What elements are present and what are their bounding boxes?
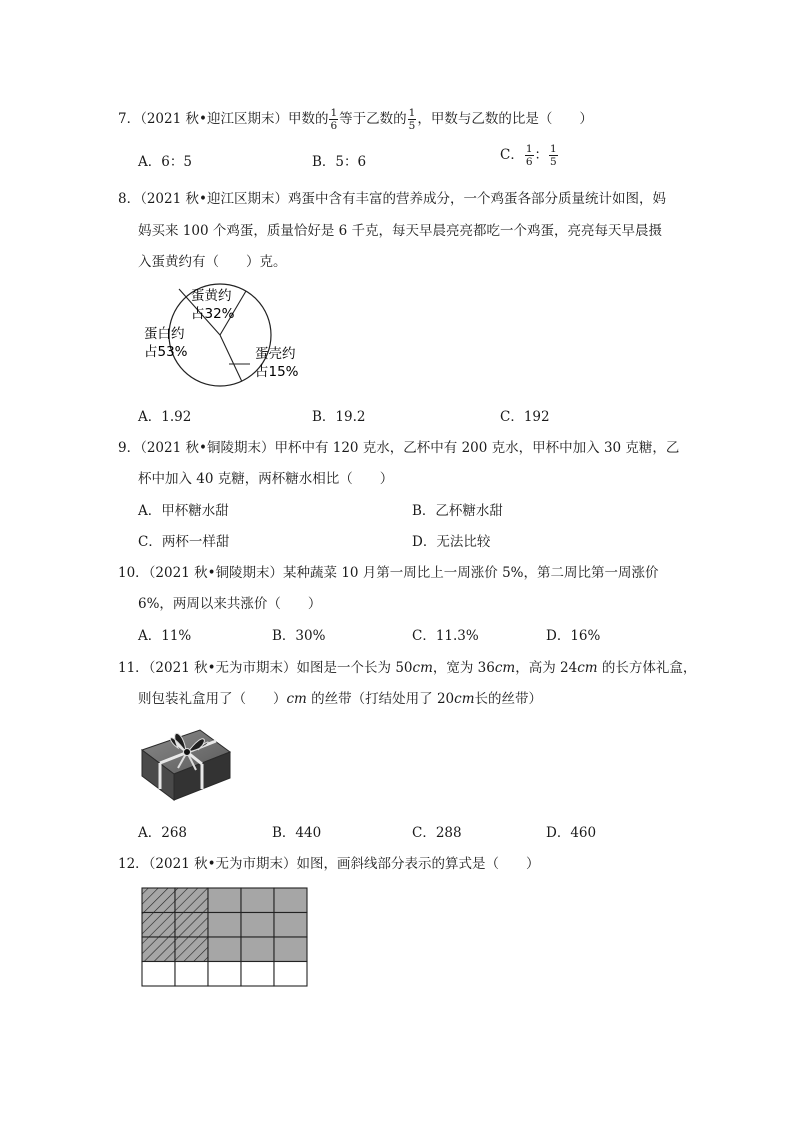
grid-cell-shaded xyxy=(241,913,274,938)
q8-option-a: A．1.92 xyxy=(138,409,192,425)
pie-label-white-2: 占53% xyxy=(144,344,188,360)
q11-option-b: B．440 xyxy=(272,825,322,841)
q10-line-2: 6%，两周以来共涨价（ ） xyxy=(138,596,322,612)
egg-pie-chart xyxy=(138,280,318,400)
q7-text-b: 等于乙数的 xyxy=(339,111,407,127)
grid-cell-shaded xyxy=(208,888,241,913)
q9-option-b: B．乙杯糖水甜 xyxy=(412,503,503,519)
q7-text-a: 甲数的 xyxy=(287,111,329,127)
q7-fraction-2: $\frac{1}{5}$ xyxy=(408,106,416,132)
q12-line-1: 12．（2021 秋•无为市期末）如图，画斜线部分表示的算式是（ ） xyxy=(118,856,540,872)
grid-cell-blank xyxy=(208,962,241,987)
grid-cell-hatched xyxy=(142,888,175,913)
grid-cell-shaded xyxy=(274,937,307,962)
q9-option-c: C．两杯一样甜 xyxy=(138,534,230,550)
q7-number: 7． xyxy=(118,111,141,127)
q9-option-d: D．无法比较 xyxy=(412,534,491,550)
q10-option-a: A．11% xyxy=(138,628,192,644)
q11-option-a: A．268 xyxy=(138,825,188,841)
q11-option-c: C．288 xyxy=(412,825,462,841)
q7-source: （2021 秋•迎江区期末） xyxy=(140,111,288,127)
q9-line-2: 杯中加入 40 克糖，两杯糖水相比（ ） xyxy=(138,471,394,487)
grid-cell-shaded xyxy=(208,913,241,938)
grid-cell-blank xyxy=(274,962,307,987)
q11-line-1: 11．（2021 秋•无为市期末）如图是一个长为 50cm，宽为 36cm，高为 24cm 的长方体礼盒， xyxy=(118,660,697,676)
q10-option-c: C．11.3% xyxy=(412,628,479,644)
q7-option-a: A．6：5 xyxy=(138,154,192,170)
pie-label-yolk-2: 占32% xyxy=(191,306,235,322)
q8-option-c: C．192 xyxy=(500,409,550,425)
grid-cell-shaded xyxy=(274,888,307,913)
grid-cell-shaded xyxy=(241,888,274,913)
grid-cell-blank xyxy=(175,962,208,987)
q10-option-b: B．30% xyxy=(272,628,326,644)
grid-cell-hatched xyxy=(142,913,175,938)
hatched-grid-figure xyxy=(140,886,312,990)
pie-label-white-1: 蛋白约 xyxy=(144,326,185,342)
pie-label-yolk-1: 蛋黄约 xyxy=(191,288,232,304)
q8-line-1: 8．（2021 秋•迎江区期末）鸡蛋中含有丰富的营养成分，一个鸡蛋各部分质量统计如图，妈 xyxy=(118,191,666,207)
pie-label-shell-2: 占15% xyxy=(255,364,299,380)
q9-line-1: 9．（2021 秋•铜陵期末）甲杯中有 120 克水，乙杯中有 200 克水，甲杯中加入 30 克糖，乙 xyxy=(118,440,680,456)
q7-fraction-1: $\frac{1}{6}$ xyxy=(330,106,338,132)
grid-cell-blank xyxy=(241,962,274,987)
q11-option-d: D．460 xyxy=(546,825,597,841)
grid-cell-shaded xyxy=(208,937,241,962)
q8-option-b: B．19.2 xyxy=(312,409,366,425)
grid-cell-hatched xyxy=(175,888,208,913)
grid-cell-hatched xyxy=(175,937,208,962)
q8-line-2: 妈买来 100 个鸡蛋，质量恰好是 6 千克，每天早晨亮亮都吃一个鸡蛋，亮亮每天早晨摄 xyxy=(138,223,663,239)
gift-box-image xyxy=(138,718,234,802)
q7-text-c: ，甲数与乙数的比是（ ） xyxy=(417,111,593,127)
grid-cell-hatched xyxy=(142,937,175,962)
q7-option-b: B．5：6 xyxy=(312,154,367,170)
pie-label-shell-1: 蛋壳约 xyxy=(255,346,296,362)
q9-option-a: A．甲杯糖水甜 xyxy=(138,503,229,519)
question-7-stem xyxy=(118,107,593,132)
grid-cell-blank xyxy=(142,962,175,987)
q10-line-1: 10．（2021 秋•铜陵期末）某种蔬菜 10 月第一周比上一周涨价 5%，第二周比第一周涨价 xyxy=(118,565,659,581)
q7-option-c: C． $\frac{1}{6}$ ： $\frac{1}{5}$ xyxy=(500,142,557,168)
q10-option-d: D．16% xyxy=(546,628,601,644)
q11-line-2: 则包装礼盒用了（ ）cm 的丝带（打结处用了 20cm长的丝带） xyxy=(138,691,543,707)
grid-cell-hatched xyxy=(175,913,208,938)
grid-cell-shaded xyxy=(274,913,307,938)
grid-cell-shaded xyxy=(241,937,274,962)
q8-line-3: 入蛋黄约有（ ）克。 xyxy=(138,254,287,270)
